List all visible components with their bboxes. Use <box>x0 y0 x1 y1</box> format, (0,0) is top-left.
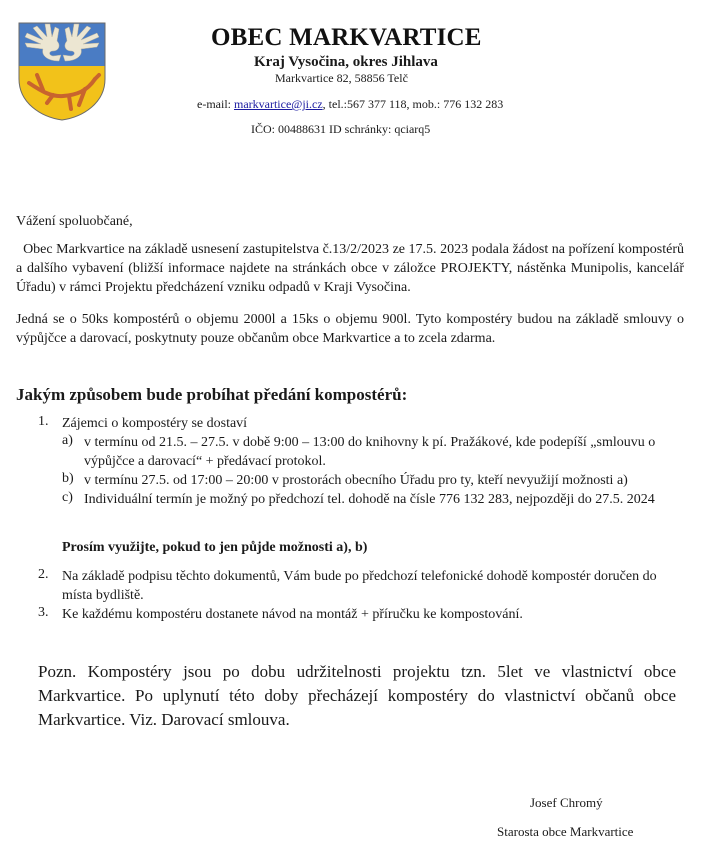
signer-name: Josef Chromý <box>530 795 603 810</box>
list-text: Ke každému kompostéru dostanete návod na montáž + příručku ke kompostování. <box>62 607 523 622</box>
paragraph-intro: Obec Markvartice na základě usnesení zastupitelstva č.13/2/2023 ze 17.5. 2023 podala žádost na pořízení kompostérů a dalšího vybavení (bližší informace najdete na stránkách obce v záložce PROJEKTY, nástěnka Munipolis, kancelář Úřadu) v rámci Projektu předcházení vzniku odpadů v Kraji Vysočina. <box>16 242 688 295</box>
sub-item-text: v termínu 27.5. od 17:00 – 20:00 v prostorách obecního Úřadu pro ty, kteří nevyužijí možnosti a) <box>84 473 628 488</box>
region-subtitle: Kraj Vysočina, okres Jihlava <box>254 54 438 70</box>
email-link[interactable]: markvartice@ji.cz <box>233 97 323 111</box>
list-number: 1. <box>38 414 49 429</box>
paragraph-details: Jedná se o 50ks kompostérů o objemu 2000l a 15ks o objemu 900l. Tyto kompostéry budou na základě smlouvy o výpůjčce a darovací, poskytnuty pouze občanům obce Markvartice a to zcela zdarma. <box>16 312 684 346</box>
greeting: Vážení spoluobčané, <box>16 214 133 229</box>
municipality-title: OBEC MARKVARTICE <box>211 24 482 51</box>
contact-prefix: e-mail: <box>197 97 234 111</box>
ico-line: IČO: 00488631 ID schránky: qciarq5 <box>251 122 431 136</box>
list-text: Zájemci o kompostéry se dostaví <box>62 416 248 431</box>
address: Markvartice 82, 58856 Telč <box>275 71 408 85</box>
contact-phones: , tel.:567 377 118, mob.: 776 132 283 <box>322 97 504 111</box>
list-number: 3. <box>38 605 49 620</box>
sub-letter: b) <box>62 471 74 486</box>
list-text: Na základě podpisu těchto dokumentů, Vám bude po předchozí telefonické dohodě kompostér doručen do místa bydliště. <box>62 569 657 603</box>
list-number: 2. <box>38 567 49 582</box>
signer-title: Starosta obce Markvartice <box>497 824 634 839</box>
sub-item-text: Individuální termín je možný po předchozí tel. dohodě na čísle 776 132 283, nejpozději do 27.5. 2024 <box>84 492 655 507</box>
sub-letter: a) <box>62 433 73 448</box>
ownership-note: Pozn. Kompostéry jsou po dobu udržitelnosti projektu tzn. 5let ve vlastnictví obce Markvartice. Po uplynutí této doby přecházejí kompostéry do vlastnictví občanů obce Markvartice. Viz. Darovací smlouva. <box>38 662 676 729</box>
sub-letter: c) <box>62 490 73 505</box>
section-heading: Jakým způsobem bude probíhat předání kompostérů: <box>16 385 408 404</box>
contact-line <box>197 97 503 112</box>
coat-of-arms-icon <box>17 21 107 121</box>
sub-item-text: v termínu od 21.5. – 27.5. v době 9:00 – 13:00 do knihovny k pí. Pražákové, kde podepíší „smlouvu o výpůjčce a darovací“ + předávací protokol. <box>84 435 656 469</box>
preference-note: Prosím využijte, pokud to jen půjde možnosti a), b) <box>62 540 368 555</box>
